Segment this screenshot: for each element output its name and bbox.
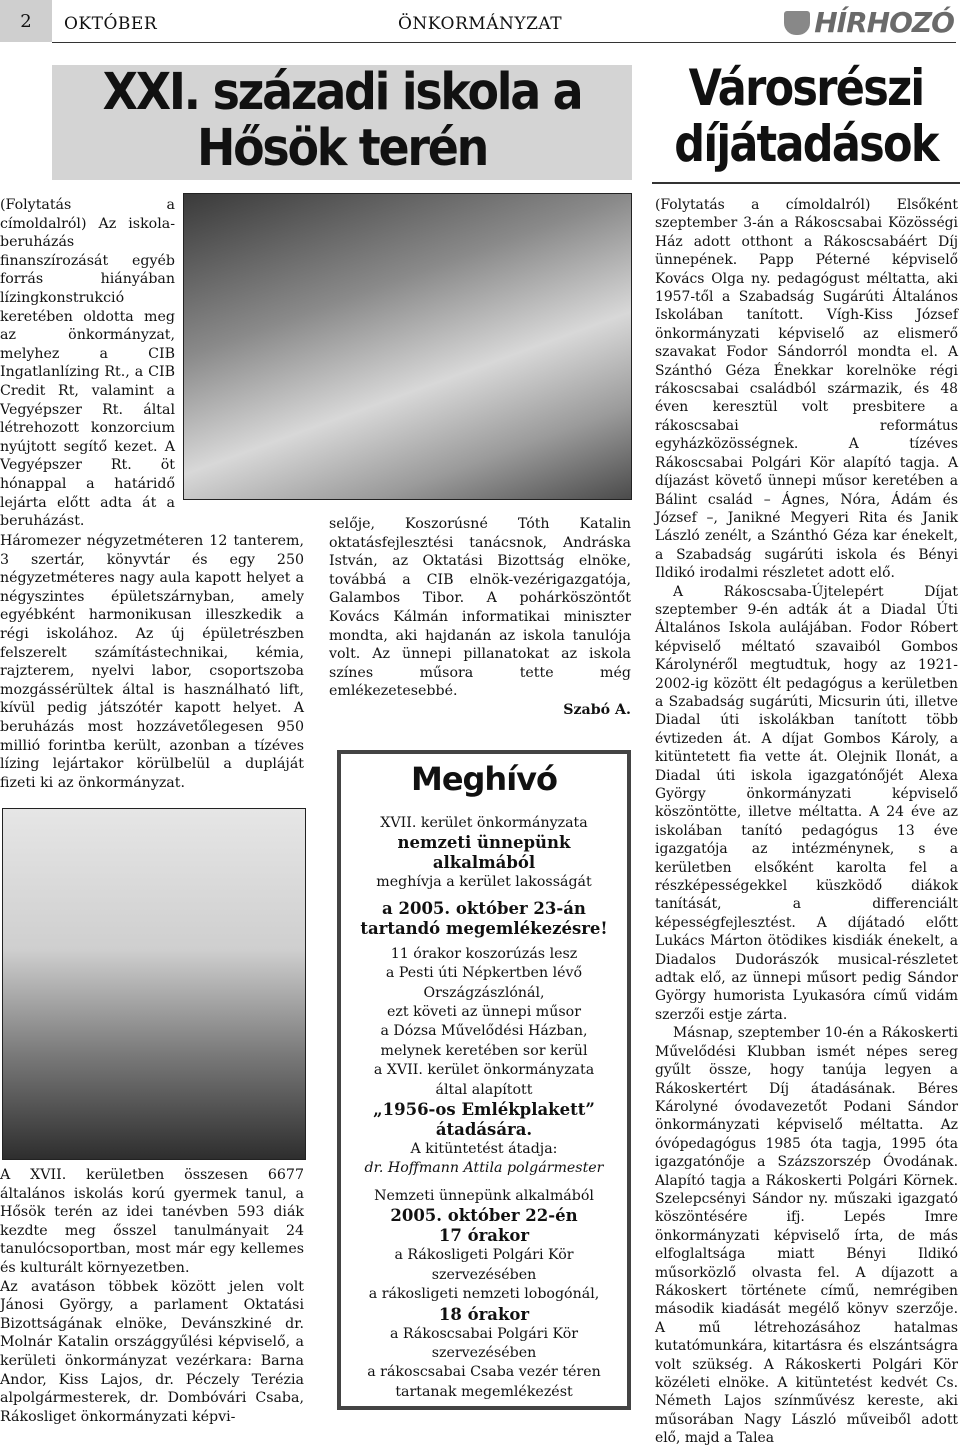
right-article-title: [652, 60, 960, 172]
invitation-line: a Rákoscsabai Polgári Kör: [389, 1325, 579, 1342]
invitation-line: 18 órakor: [438, 1304, 530, 1324]
newspaper-logo: [784, 6, 954, 39]
invitation-line: szervezésében: [431, 1266, 537, 1283]
ceremony-photo: [2, 808, 306, 1160]
invitation-line: nemzeti ünnepünk: [397, 833, 571, 853]
logo-text: HÍRHOZÓ: [814, 6, 954, 39]
invitation-line: a Pesti úti Népkertben lévő: [385, 965, 583, 982]
article-body-col1-lower: [0, 1166, 304, 1426]
coat-of-arms-icon: [784, 11, 810, 35]
right-title-rule: [652, 182, 960, 184]
intro-text: [0, 196, 175, 531]
invitation-line: „1956-os Emlékplakett”: [373, 1100, 595, 1120]
article-title-box: [52, 65, 632, 180]
invitation-line: a Rákosligeti Polgári Kör: [394, 1247, 574, 1264]
invitation-line: dr. Hoffmann Attila polgármester: [364, 1160, 604, 1177]
invitation-line: Nemzeti ünnepünk alkalmából: [374, 1187, 594, 1204]
article-body-col1: [0, 532, 304, 792]
school-assembly-photo: [183, 193, 632, 500]
header-section: ÖNKORMÁNYZAT: [398, 14, 563, 34]
invitation-line: tartanak megemlékezést: [395, 1383, 573, 1400]
invitation-line: szervezésében: [431, 1344, 537, 1361]
invitation-line: 2005. október 22-én: [390, 1206, 578, 1226]
article-author: Szabó A.: [563, 701, 631, 718]
article-paragraph: Másnap, szeptember 10-én a Rákoskerti Művelődési Klubban ismét népes sereg gyűlt össze, hogy tanúja legyen a Rákoskertért Díj átadásának. Béres Károlyné óvodavezetőt Podani Sándor önkormányzati képviselő méltatta. Az óvópedagógus 1985 óta tagja, 1995 óta igazgatónője a Százszorszép Óvodának. Alapító tagja a Rákoskerti Polgári Körnek. Szelepcsényi Sándor ny. műszaki igazgató köszöntésére ifj. Lepés Imre önkormányzati képviselő írta, de más elfoglaltsága miatt Bényi Ildikó műsorközlő olvasta fel. A díjazott a Rákoskert története című, nemrégiben második kiadását megélő könyv szerzője. A mű létrehozásához hatalmas kutatómunkára, kitartásra és elszántságra volt szükség. A Rákoskerti Polgári Kör közéleti elnöke. A kitüntetést kedvét Cs. Németh Lajos színművész kereste, aki műsorában Nagy László műveiből adott elő, majd a Talea: [655, 1025, 958, 1447]
invitation-line: a rákosligeti nemzeti lobogónál,: [368, 1286, 600, 1303]
header-rule: [52, 42, 956, 43]
article-paragraph: selője, Koszorúsné Tóth Katalin oktatásfejlesztési tanácsnok, Andráska István, az Oktatási Bizottság elnöke, továbbá a CIB elnök-vezérigazgatója, Galambos Tibor. A pohárköszöntőt Kovács Kálmán informatikai miniszter mondta, aki hajdanán az iskola tanulója volt. Az ünnepi pillanatokat az iskola színes műsora tette még emlékezetesebbé.: [329, 516, 631, 700]
invitation-line: 11 órakor koszorúzás lesz: [390, 945, 578, 962]
article-title: [81, 65, 603, 177]
article-paragraph: A Rákoscsaba-Újtelepért Díjat szeptember 9-én adták át a Diadal Úti Általános Iskola aulájában. Fodor Róbert képviselő méltató szavaiból Gombos Károlynéről megtudtuk, hogy az 1921-2002-ig között élt pedagógus a kerületben a Szabadság sugárúti, Micsurin úti, illetve Diadal úti iskolákban tanított több évtizeden át. A díjat Gombos Károly, a kitüntetett fia vette át. Olejnik Ilonát, a Diadal úti iskola igazgatónőjét Alexa György önkormányzati képviselő köszöntötte, illetve méltatta. A 24 éve az iskolában tanító pedagógus 13 éve igazgatója az intézménynek, s a kerületben elsőként karolta fel a részképességekkel küszködő diákok tanítását, a differenciált képességfejlesztést. A díjátadó előtt Lukács Márton ötödikes kisdiák énekelt, a Diadalos Dudorászók musical-részletet adtak elő, az ünnepi műsort pedig Sándor György humorista Lyukasóra című vidám szerzői estje zárta.: [655, 583, 958, 1023]
title-line-2: díjátadások: [674, 115, 938, 173]
header-month: OKTÓBER: [64, 14, 158, 34]
invitation-line: XVII. kerület önkormányzata: [380, 815, 588, 831]
article-paragraph: Háromezer négyzetméteren 12 tanterem, 3 szertár, könyvtár és egy 250 négyzetméteres nagy aula kapott helyet a négyszintes épületszárnyban, amely egyébként harmonikusan illeszkedik a régi iskolához. Az új épületrészben felszerelt számítástechnikai, kémia, rajzterem, nyelvi labor, csoportszoba mozgássérültek által is használható lift, kívül pedig játszótér kapott helyet. A beruházás most hozzávetőlegesen 950 millió forintba került, azonban a tízéves lízing lejártakor körülbelül a dupláját fizeti ki az önkormányzat.: [0, 533, 304, 791]
title-line-1: XXI. századi iskola a: [102, 63, 582, 122]
invitation-line: Országzászlónál,: [423, 984, 545, 1001]
invitation-line: a 2005. október 23-án: [382, 898, 586, 918]
invitation-line: a XVII. kerület önkormányzata: [373, 1062, 595, 1079]
right-article-body: [655, 196, 958, 1448]
invitation-line: tartandó megemlékezésre!: [360, 918, 608, 938]
invitation-title: Meghívó: [410, 760, 558, 798]
title-line-1: Városrészi: [688, 59, 924, 117]
article-paragraph: Az avatáson többek között jelen volt Jánosi György, a parlament Oktatási Bizottságának elnöke, Devánszkiné dr. Molnár Katalin országgyűlési képviselő, a kerületi önkormányzat vezérkara: Barna Andor, Kiss Lajos, dr. Péczely Terézia alpolgármesterek, dr. Dombóvári Csaba, Rákosliget önkormányzati képvi-: [0, 1278, 304, 1425]
title-line-2: Hősök terén: [196, 119, 488, 178]
invitation-line: meghívja a kerület lakosságát: [376, 874, 592, 891]
article-paragraph: (Folytatás a címoldalról) Elsőként szeptember 3-án a Rákoscsabai Közösségi Ház adott otthont a Rákoscsabáért Díj ünnepének. Papp Péterné képviselő Kovács Olga ny. pedagógust méltatta, aki 1957-től a Szabadság Sugárúti Általános Iskolában tanított. Vígh-Kiss József önkormányzati képviselő az elismerő szavakat Fodor Sándorról mondta el. A Szánthó Géza Énekkar korelnöke régi rákoscsabai családból származik, és 48 éven keresztül volt presbitere a rákoscsabai református egyházközösségnek. A tízéves Rákoscsabai Polgári Kör alapító tagja. A díjazást követő ünnepi műsor keretében a Bálint család – Ágnes, Nóra, Ádám és József –, Janikné Megyeri Rita és Janik László zenélt, a Szánthó Géza kar énekelt, a Szabadság sugárúti iskola és Bényi Ildikó irodalmi részletet adott elő.: [655, 197, 958, 582]
page-number: 2: [0, 0, 52, 42]
invitation-line: átadására.: [435, 1120, 533, 1140]
article-paragraph: A XVII. kerületben összesen 6677 általános iskolás korú gyermek tanul, a Hősök terén az idei tanévben 593 diák kezdte meg ősszel tanulmányait 24 tanulócsoportban, most már egy kellemes és kulturált környezetben.: [0, 1167, 304, 1276]
invitation-line: ezt követi az ünnepi műsor: [387, 1004, 581, 1021]
invitation-line: alkalmából: [432, 853, 536, 873]
invitation-line: a rákoscsabai Csaba vezér téren: [367, 1364, 601, 1381]
intro-paragraph: (Folytatás a címoldalról) Az iskola-beruházás finanszírozását egyéb forrás hiányában lízingkonstrukció keretében oldotta meg az önkormányzat, melyhez a CIB Ingatlanlízing Rt., a CIB Credit Rt, valamint a Vegyépszer Rt. által létrehozott konzorcium nyújtott segítő kezet. A Vegyépszer Rt. öt hónappal a határidő lejárta előtt adta át a beruházást.: [0, 197, 175, 530]
invitation-line: A kitüntetést átadja:: [410, 1141, 558, 1158]
invitation-line: által alapított: [435, 1081, 533, 1098]
invitation-line: melynek keretében sor kerül: [380, 1042, 588, 1059]
invitation-line: 17 órakor: [438, 1226, 530, 1246]
invitation-line: a Dózsa Művelődési Házban,: [380, 1023, 588, 1040]
article-body-col2: [329, 515, 631, 720]
invitation-box: [337, 750, 631, 1410]
